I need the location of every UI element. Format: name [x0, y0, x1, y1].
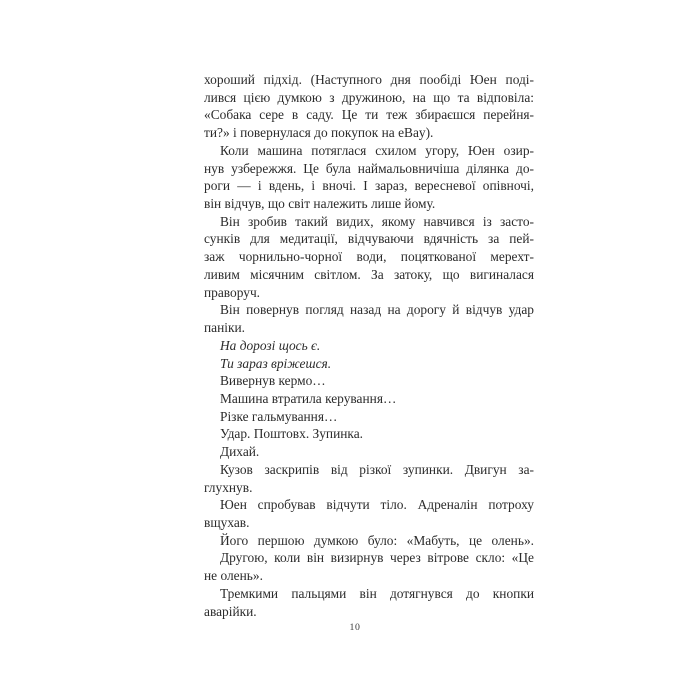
text-line: Вивернув кермо… [220, 373, 326, 389]
text-line: Удар. Поштовх. Зупинка. [220, 426, 364, 442]
text-line: Він зробив такий видих, якому навчився із засто- [220, 213, 534, 229]
text-line: ти?» і повернулася до покупок на eBay). [204, 125, 434, 141]
page-number: 10 [349, 622, 361, 633]
text-line: Різке гальмування… [220, 408, 338, 424]
text-line: не олень». [204, 568, 263, 584]
text-line: лився цією думкою з дружиною, на що та відповіла: [204, 89, 534, 105]
text-line: праворуч. [204, 284, 261, 300]
text-line: Юен спробував відчути тіло. Адреналін потроху [220, 497, 534, 513]
text-column [204, 71, 534, 620]
text-line: хороший підхід. (Наступного дня пообіді Юен поді- [204, 72, 534, 87]
text-line: «Собака сере в саду. Це ти теж збираєшся перейня- [204, 107, 534, 123]
text-line: сунків для медитації, відчуваючи вдячність за пей- [204, 231, 534, 247]
text-line: На дорозі щось є. [220, 337, 321, 353]
text-line: Ти зараз вріжешся. [220, 355, 332, 371]
text-line: Він повернув погляд назад на дорогу й відчув удар [220, 302, 534, 318]
text-line: він відчув, що світ належить лише йому. [204, 196, 436, 212]
text-line: Тремкими пальцями він дотягнувся до кнопки [220, 585, 534, 601]
text-line: Його першою думкою було: «Мабуть, це олень». [220, 532, 534, 548]
text-line: вщухав. [204, 514, 250, 530]
text-line: глухнув. [204, 479, 253, 495]
text-line: Дихай. [220, 444, 260, 460]
text-line: аварійки. [204, 603, 257, 619]
text-line: заж чорнильно-чорної води, поцяткованої мерехт- [204, 249, 534, 265]
text-line: паніки. [204, 320, 246, 336]
text-line: роги — і вдень, і вночі. І зараз, вересневої опівночі, [204, 178, 534, 194]
text-line: ливим місячним світлом. За затоку, що вигиналася [204, 266, 534, 282]
text-line: Другою, коли він визирнув через вітрове скло: «Це [220, 550, 534, 566]
text-line: нув узбережжя. Це була наймальовничіша ділянка до- [204, 160, 534, 176]
text-line: Кузов заскрипів від різкої зупинки. Двигун за- [220, 461, 534, 477]
text-line: Машина втратила керування… [220, 390, 397, 406]
text-line: Коли машина потяглася схилом угору, Юен озир- [220, 142, 534, 158]
